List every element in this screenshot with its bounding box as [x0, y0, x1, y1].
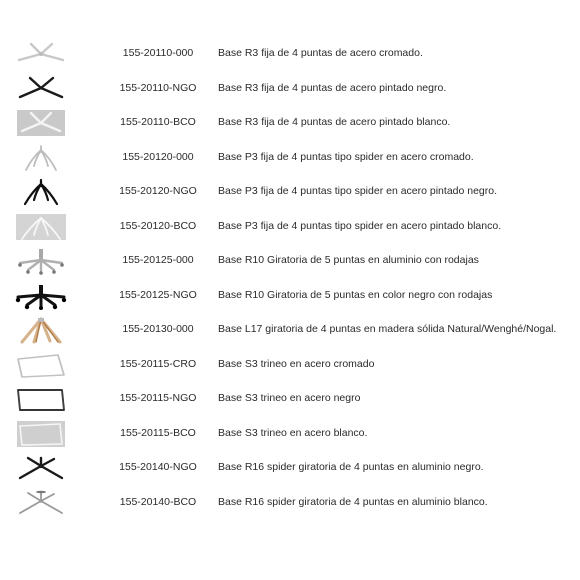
list-item — [0, 244, 580, 279]
product-description: Base R3 fija de 4 puntas de acero cromado. — [218, 47, 423, 59]
list-item — [0, 279, 580, 314]
list-item — [0, 106, 580, 141]
spider-base-black-icon — [14, 178, 68, 206]
list-item — [0, 141, 580, 176]
sled-base-chrome-icon — [14, 351, 68, 379]
list-item — [0, 210, 580, 245]
product-code: 155-20120-BCO — [119, 219, 197, 232]
wood-leg-base-icon — [14, 316, 68, 344]
product-description: Base S3 trineo en acero blanco. — [218, 426, 368, 439]
product-list — [0, 37, 580, 520]
list-item — [0, 486, 580, 521]
product-code: 155-20125-000 — [122, 254, 194, 266]
spider-swivel-base-white-icon — [14, 489, 68, 517]
star-base-white-icon — [14, 109, 68, 137]
swivel-base-casters-aluminium-icon — [14, 247, 68, 275]
product-description: Base R16 spider giratoria de 4 puntas en aluminio negro. — [218, 461, 484, 473]
product-description: Base R10 Giratoria de 5 puntas en color negro con rodajas — [218, 288, 493, 301]
product-description: Base P3 fija de 4 puntas tipo spider en acero pintado blanco. — [218, 219, 502, 232]
list-item — [0, 37, 580, 72]
product-description: Base R10 Giratoria de 5 puntas en aluminio con rodajas — [218, 254, 479, 266]
product-code: 155-20115-BCO — [120, 426, 196, 439]
product-description: Base S3 trineo en acero negro — [218, 392, 361, 404]
product-code: 155-20125-NGO — [119, 288, 197, 301]
product-code: 155-20140-BCO — [119, 495, 197, 508]
list-item — [0, 382, 580, 417]
product-description: Base P3 fija de 4 puntas tipo spider en acero pintado negro. — [218, 185, 498, 197]
sled-base-white-icon — [14, 420, 68, 448]
product-description: Base P3 fija de 4 puntas tipo spider en acero cromado. — [218, 150, 474, 163]
spider-swivel-base-black-icon — [14, 454, 68, 482]
product-description: Base R3 fija de 4 puntas de acero pintado negro. — [218, 81, 447, 94]
product-code: 155-20120-NGO — [119, 185, 197, 197]
product-code: 155-20115-CRO — [119, 357, 197, 370]
product-code: 155-20120-000 — [122, 150, 194, 163]
product-description: Base R16 spider giratoria de 4 puntas en aluminio blanco. — [218, 495, 488, 508]
list-item — [0, 451, 580, 486]
list-item — [0, 72, 580, 107]
swivel-base-casters-black-icon — [14, 282, 68, 310]
spider-base-white-icon — [14, 213, 68, 241]
list-item — [0, 348, 580, 383]
product-code: 155-20110-BCO — [120, 116, 196, 128]
product-code: 155-20110-NGO — [119, 81, 197, 94]
product-description: Base L17 giratoria de 4 puntas en madera sólida Natural/Wenghé/Nogal. — [218, 323, 557, 335]
product-description: Base S3 trineo en acero cromado — [218, 357, 375, 370]
star-base-chrome-icon — [14, 40, 68, 68]
list-item — [0, 417, 580, 452]
list-item — [0, 313, 580, 348]
sled-base-black-icon — [14, 385, 68, 413]
list-item — [0, 175, 580, 210]
product-description: Base R3 fija de 4 puntas de acero pintado blanco. — [218, 116, 451, 128]
product-code: 155-20130-000 — [122, 323, 194, 335]
product-code: 155-20115-NGO — [119, 392, 197, 404]
product-code: 155-20110-000 — [122, 47, 194, 59]
star-base-black-icon — [14, 75, 68, 103]
spider-base-chrome-icon — [14, 144, 68, 172]
product-code: 155-20140-NGO — [119, 461, 197, 473]
